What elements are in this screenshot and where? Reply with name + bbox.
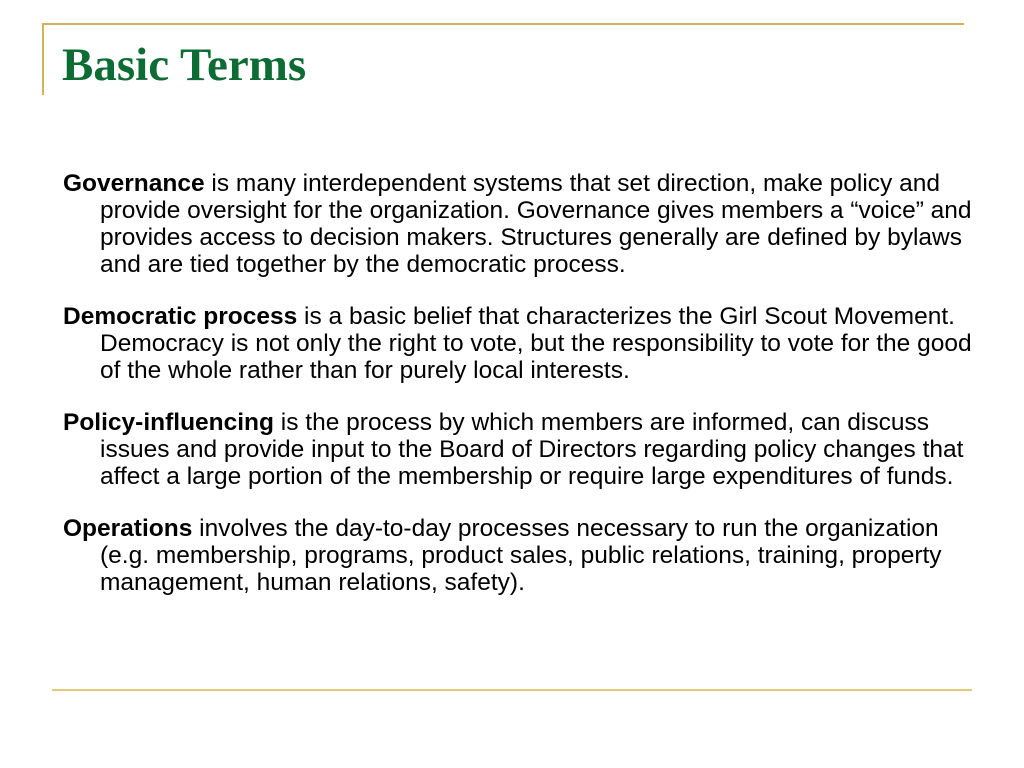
left-rule (42, 23, 44, 95)
top-rule (42, 23, 964, 25)
term-policy-influencing: Policy-influencing (63, 409, 274, 436)
slide-body (63, 170, 975, 621)
definition-democratic-process: is a basic belief that characterizes the Girl Scout Movement. Democracy is not only the right to vote, but the responsibility to vote for the good of the whole rather than for purely local interests. (100, 303, 972, 384)
definition-policy-influencing: is the process by which members are informed, can discuss issues and provide input to the Board of Directors regarding policy changes that affect a large portion of the membership or require large expenditures of funds. (100, 409, 964, 490)
paragraph-policy-influencing (63, 409, 975, 490)
paragraph-democratic-process (63, 303, 975, 384)
definition-operations: involves the day-to-day processes necessary to run the organization (e.g. membership, programs, product sales, public relations, training, property management, human relations, safety). (100, 515, 942, 596)
definition-governance: is many interdependent systems that set direction, make policy and provide oversight for the organization. Governance gives members a “voice” and provides access to decision makers. Structures generally are defined by bylaws and are tied together by the democratic process. (100, 170, 972, 278)
paragraph-operations (63, 515, 975, 596)
paragraph-governance (63, 170, 975, 278)
slide-title: Basic Terms (62, 39, 307, 91)
term-democratic-process: Democratic process (63, 303, 298, 330)
term-governance: Governance (63, 170, 205, 197)
term-operations: Operations (63, 515, 193, 542)
bottom-rule (52, 689, 972, 691)
